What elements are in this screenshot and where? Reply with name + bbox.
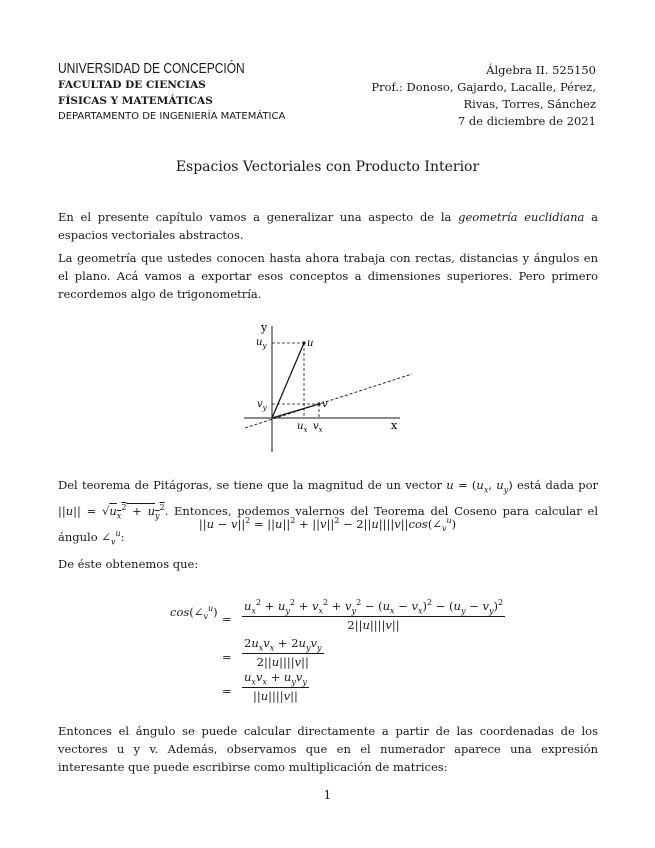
department-name: DEPARTAMENTO DE INGENIERÍA MATEMÁTICA [58,111,286,122]
derivation-step-2: $\frac{2u_xv_x + 2u_yv_y}{2||u||||v||}$ [244,636,322,670]
university-name: UNIVERSIDAD DE CONCEPCIÓN [58,60,245,77]
faculty-line-1: FACULTAD DE CIENCIAS [58,79,206,91]
axis-x-label: x [391,419,398,432]
paragraph-pythagoras [58,476,598,552]
course-code: Álgebra II. 525150 [486,63,596,77]
faculty-line-2: FÍSICAS Y MATEMÁTICAS [58,95,213,107]
vy-tick-label: $v_y$ [257,399,267,412]
angle-symbol: $\angle_v^u$: [101,529,125,547]
vector-u-definition: $u = (u_x$, $u_y$) [446,478,513,495]
cosine-lhs: $\cos(\angle_v^u)$ [170,604,218,622]
paragraph-intro-emphasis: geometría euclidiana [458,210,585,224]
equals-sign-3: = [222,684,232,698]
axis-y-label: y [261,321,268,334]
professors-line-2: Rivas, Torres, Sánchez [463,97,596,111]
derivation-step-3: $\frac{u_xv_x + u_yv_y}{||u||||v||}$ [244,670,307,704]
magnitude-formula: $||u|| = √u_x^2 + u_y^2$ [58,503,165,521]
paragraph-pythagoras-c: . Entonces, podemos valernos del Teorema del Coseno para calcular el ángulo [58,504,598,545]
header-left [58,60,291,125]
v-endpoint [317,402,320,405]
header-right [371,62,596,130]
paragraph-conclusion: Entonces el ángulo se puede calcular directamente a partir de las coordenadas de los vectores u y v. Además, observamos que en el numerador aparece una expresión interesante que puede escribirse como multiplicación de matrices: [58,724,598,774]
paragraph-geometry: La geometría que ustedes conocen hasta ahora trabaja con rectas, distancias y ángulos en el plano. Acá vamos a exportar esos conceptos a dimensiones superiores. Pero primero recordemos algo de trigonometría. [58,251,598,301]
document-date: 7 de diciembre de 2021 [457,114,596,128]
vector-v [272,404,319,418]
uy-tick-label: $u_y$ [256,337,267,350]
paragraph-intro [58,208,598,244]
page-title: Espacios Vectoriales con Producto Interior [175,159,480,175]
u-label: u [307,338,314,349]
paragraph-pythagoras-b: está dada por [512,478,599,492]
paragraph-pythagoras-a: Del teorema de Pitágoras, se tiene que la magnitud de un vector [58,478,447,492]
paragraph-obtain: De éste obtenemos que: [58,557,199,571]
u-endpoint [302,341,305,344]
equals-sign-1: = [222,612,232,626]
page-number: 1 [323,788,332,802]
vector-u [272,343,304,418]
v-label: v [322,399,328,410]
ux-tick-label: $u_x$ [297,421,308,434]
projection-line [245,374,412,428]
vx-tick-label: $v_x$ [313,421,323,434]
professors-line-1: Prof.: Donoso, Gajardo, Lacalle, Pérez, [371,80,596,94]
law-of-cosines-equation: $||u - v||^2 = ||u||^2 + ||v||^2$ − $2||u||||v||\cos(\angle_v^u)$ [198,516,457,534]
vector-figure [240,318,420,458]
paragraph-intro-a: En el presente capítulo vamos a generalizar una aspecto de la [58,210,459,224]
derivation-step-1: $\frac{u_x^2 + u_y^2 + v_x^2 + v_y^2 - (u_x - v_x)^2 - (u_y - v_y)^2}{2||u||||v||}$ [244,598,504,633]
equals-sign-2: = [222,650,232,664]
paragraph-intro-b: a espacios vectoriales abstractos. [58,210,598,242]
